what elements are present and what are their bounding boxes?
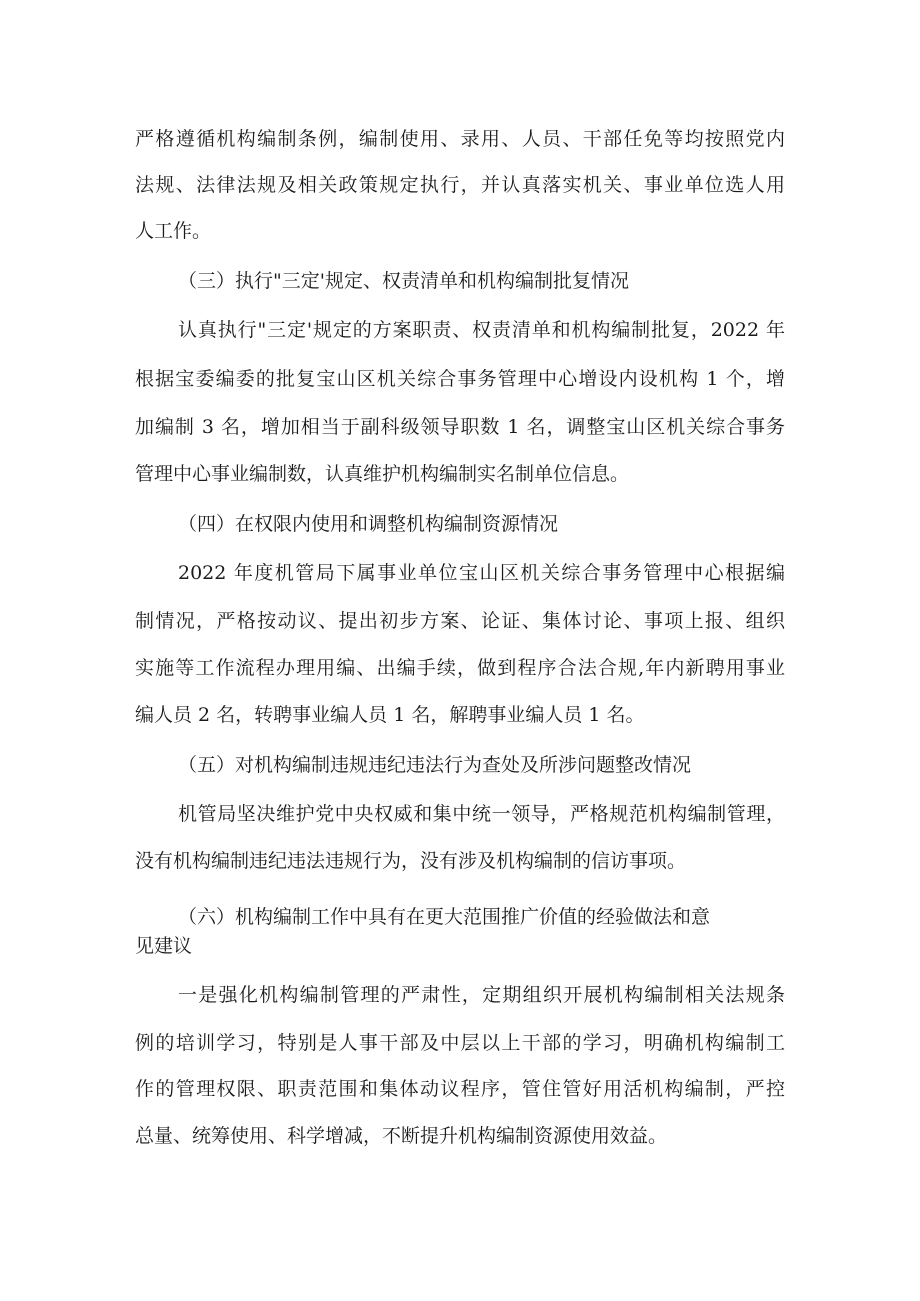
body-line: 总量、统筹使用、科学增减，不断提升机构编制资源使用效益。 (135, 1125, 668, 1147)
body-line: 管理中心事业编制数，认真维护机构编制实名制单位信息。 (135, 463, 630, 485)
body-line: 加编制 3 名，增加相当于副科级领导职数 1 名，调整宝山区机关综合事务 (135, 416, 785, 438)
body-line: 认真执行"三定'规定的方案职责、权责清单和机构编制批复，2022 年 (178, 319, 785, 341)
body-line: 没有机构编制违纪违法违规行为，没有涉及机构编制的信访事项。 (135, 850, 687, 872)
body-line: 实施等工作流程办理用编、出编手续，做到程序合法合规,年内新聘用事业 (135, 657, 785, 679)
body-line: 人工作。 (135, 220, 212, 242)
section-heading: （五）对机构编制违规违纪违法行为查处及所涉问题整改情况 (178, 754, 692, 776)
body-line: 严格遵循机构编制条例，编制使用、录用、人员、干部任免等均按照党内 (135, 128, 785, 150)
section-heading: （四）在权限内使用和调整机构编制资源情况 (178, 513, 559, 535)
body-line: 编人员 2 名，转聘事业编人员 1 名，解聘事业编人员 1 名。 (135, 704, 645, 726)
body-line: 作的管理权限、职责范围和集体动议程序，管住管好用活机构编制，严控 (135, 1078, 785, 1100)
section-heading: （六）机构编制工作中具有在更大范围推广价值的经验做法和意 (178, 906, 711, 928)
section-heading-continued: 见建议 (135, 935, 193, 957)
body-line: 根据宝委编委的批复宝山区机关综合事务管理中心增设内设机构 1 个，增 (135, 368, 785, 390)
body-line: 机管局坚决维护党中央权威和集中统一领导，严格规范机构编制管理， (178, 803, 785, 825)
body-line: 一是强化机构编制管理的严肃性，定期组织开展机构编制相关法规条 (178, 984, 785, 1006)
section-heading: （三）执行"三定'规定、权责清单和机构编制批复情况 (178, 270, 629, 292)
body-line: 2022 年度机管局下属事业单位宝山区机关综合事务管理中心根据编 (178, 562, 785, 584)
body-line: 制情况，严格按动议、提出初步方案、论证、集体讨论、事项上报、组织 (135, 610, 785, 632)
body-line: 法规、法律法规及相关政策规定执行，并认真落实机关、事业单位选人用 (135, 174, 785, 196)
body-line: 例的培训学习，特别是人事干部及中层以上干部的学习，明确机构编制工 (135, 1032, 785, 1054)
